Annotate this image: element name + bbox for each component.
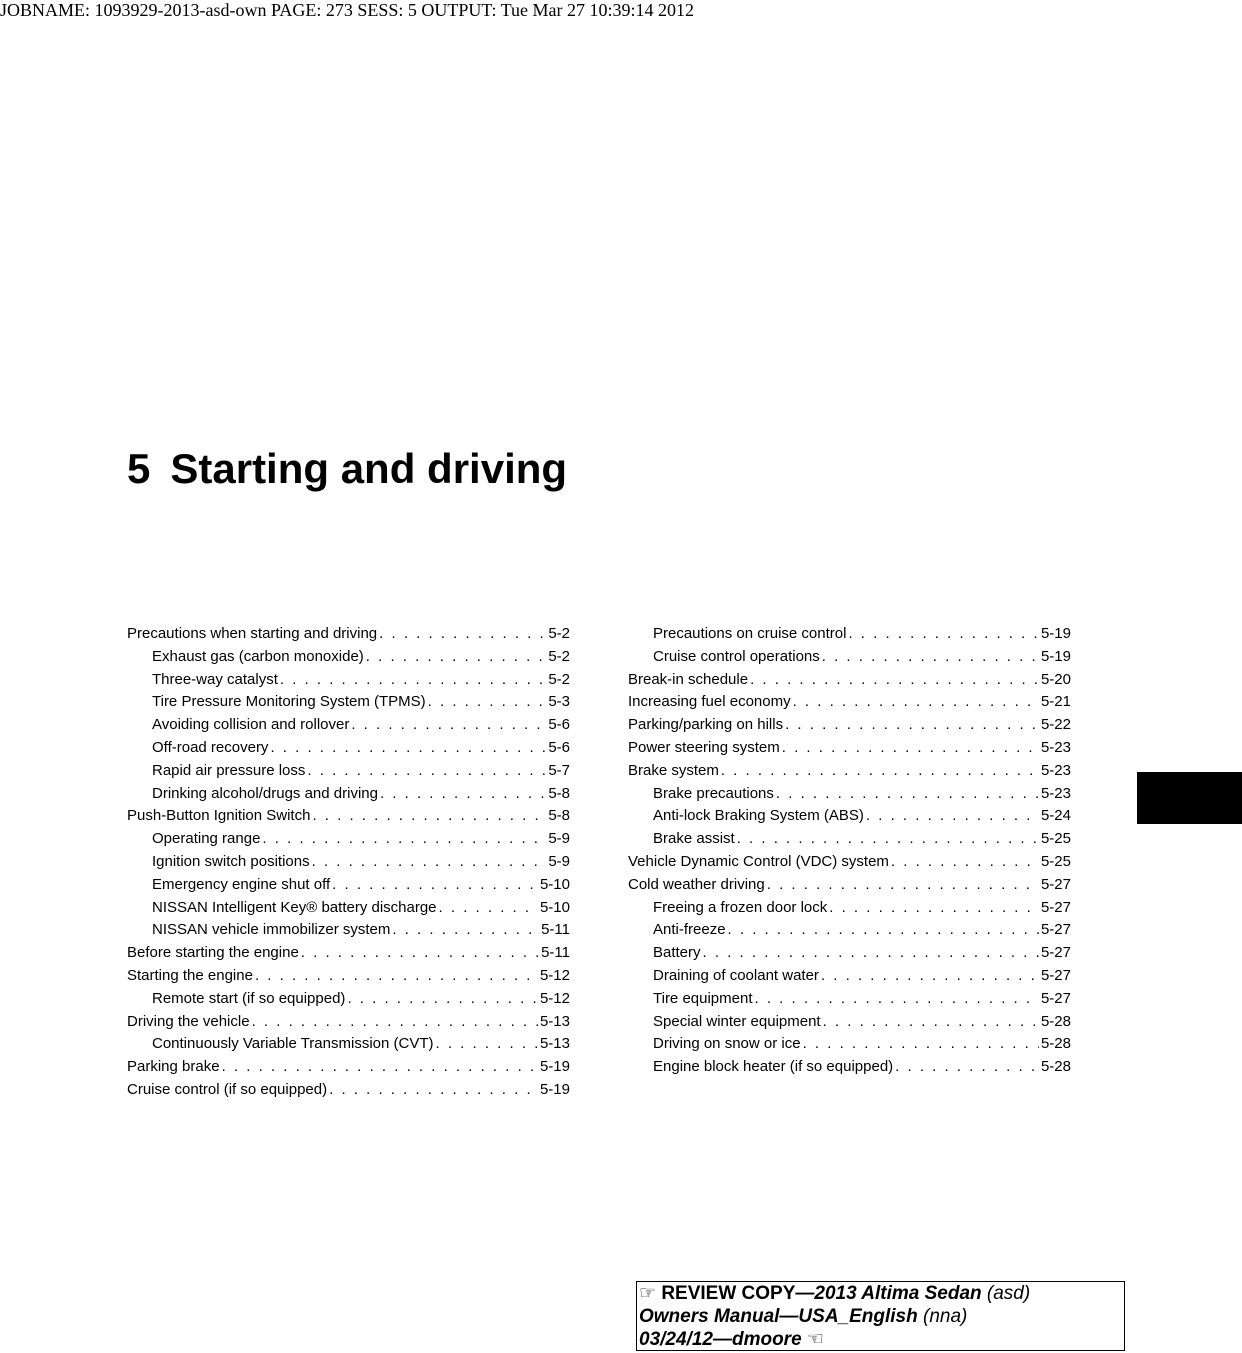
toc-entry[interactable] xyxy=(127,623,570,646)
toc-dot-leader xyxy=(280,669,546,692)
toc-dot-leader xyxy=(262,828,546,851)
toc-entry-label: Avoiding collision and rollover xyxy=(152,716,350,734)
toc-entry-label: Rapid air pressure loss xyxy=(152,761,306,779)
toc-entry-page: 5-28 xyxy=(1040,1058,1071,1076)
toc-entry-label: Engine block heater (if so equipped) xyxy=(653,1058,894,1076)
toc-entry-page: 5-27 xyxy=(1040,921,1071,939)
chapter-number: 5 xyxy=(127,445,151,492)
toc-dot-leader xyxy=(270,737,546,760)
review-copy-label: REVIEW COPY— xyxy=(661,1283,815,1304)
toc-dot-leader xyxy=(782,737,1039,760)
toc-dot-leader xyxy=(767,874,1039,897)
toc-entry-page: 5-28 xyxy=(1040,1012,1071,1030)
toc-entry-page: 5-23 xyxy=(1040,738,1071,756)
pointing-hand-right-icon: ☞ xyxy=(639,1283,657,1304)
toc-dot-leader xyxy=(332,874,538,897)
toc-entry[interactable] xyxy=(127,919,570,942)
toc-dot-leader xyxy=(866,805,1039,828)
chapter-title xyxy=(127,444,567,494)
toc-entry[interactable] xyxy=(127,714,570,737)
toc-dot-leader xyxy=(312,851,547,874)
toc-entry-page: 5-3 xyxy=(548,693,570,711)
toc-dot-leader xyxy=(252,1011,538,1034)
chapter-thumb-tab xyxy=(1137,772,1242,824)
toc-entry-label: Draining of coolant water xyxy=(653,966,819,984)
toc-dot-leader xyxy=(436,1033,538,1056)
toc-entry[interactable] xyxy=(628,1033,1071,1056)
toc-entry-label: Tire Pressure Monitoring System (TPMS) xyxy=(152,693,426,711)
toc-entry-page: 5-6 xyxy=(548,738,570,756)
toc-entry-label: Driving the vehicle xyxy=(127,1012,250,1030)
toc-entry[interactable] xyxy=(628,828,1071,851)
toc-dot-leader xyxy=(750,669,1039,692)
toc-entry-page: 5-19 xyxy=(1040,647,1071,665)
toc-entry-label: Precautions when starting and driving xyxy=(127,625,378,642)
toc-dot-leader xyxy=(793,691,1039,714)
toc-entry-label: Exhaust gas (carbon monoxide) xyxy=(152,647,364,665)
toc-entry-label: Parking brake xyxy=(127,1058,220,1076)
toc-dot-leader xyxy=(307,760,546,783)
toc-entry-label: Brake system xyxy=(628,761,719,779)
toc-entry-page: 5-23 xyxy=(1040,761,1071,779)
toc-entry-page: 5-13 xyxy=(539,1012,570,1030)
toc-entry-page: 5-27 xyxy=(1040,898,1071,916)
toc-entry[interactable] xyxy=(628,691,1071,714)
toc-entry-label: Increasing fuel economy xyxy=(628,693,791,711)
toc-dot-leader xyxy=(821,965,1039,988)
toc-entry-label: Anti-freeze xyxy=(653,921,726,939)
toc-entry-label: Brake precautions xyxy=(653,784,774,802)
toc-entry-label: Cruise control (if so equipped) xyxy=(127,1080,328,1098)
toc-entry-label: Push-Button Ignition Switch xyxy=(127,807,311,825)
toc-entry[interactable] xyxy=(127,1011,570,1034)
toc-dot-leader xyxy=(439,897,538,920)
toc-right-column xyxy=(628,623,1071,1079)
toc-dot-leader xyxy=(755,988,1039,1011)
toc-entry-page: 5-11 xyxy=(541,944,570,962)
toc-entry[interactable] xyxy=(628,805,1071,828)
toc-dot-leader xyxy=(312,805,546,828)
toc-entry-label: Anti-lock Braking System (ABS) xyxy=(653,807,864,825)
toc-entry[interactable] xyxy=(127,988,570,1011)
toc-entry[interactable] xyxy=(127,669,570,692)
toc-dot-leader xyxy=(737,828,1039,851)
toc-left-column xyxy=(127,623,570,1102)
toc-entry-page: 5-9 xyxy=(548,830,570,848)
toc-entry[interactable] xyxy=(628,851,1071,874)
toc-entry-page: 5-24 xyxy=(1040,807,1071,825)
toc-entry-label: NISSAN Intelligent Key® battery discharge xyxy=(152,898,437,916)
toc-entry-page: 5-25 xyxy=(1040,830,1071,848)
toc-entry[interactable] xyxy=(628,1056,1071,1079)
toc-entry[interactable] xyxy=(127,760,570,783)
toc-entry[interactable] xyxy=(628,737,1071,760)
toc-entry-label: Tire equipment xyxy=(653,989,753,1007)
toc-entry[interactable] xyxy=(628,897,1071,920)
toc-entry-page: 5-27 xyxy=(1040,989,1071,1007)
toc-dot-leader xyxy=(721,760,1039,783)
toc-entry-page: 5-27 xyxy=(1040,966,1071,984)
toc-dot-leader xyxy=(366,646,547,669)
toc-entry[interactable] xyxy=(628,714,1071,737)
toc-dot-leader xyxy=(891,851,1039,874)
toc-entry[interactable] xyxy=(628,965,1071,988)
toc-entry-page: 5-10 xyxy=(539,898,570,916)
toc-entry-label: Power steering system xyxy=(628,738,780,756)
review-date-author: 03/24/12—dmoore xyxy=(639,1329,802,1350)
toc-entry-page: 5-27 xyxy=(1040,875,1071,893)
toc-entry[interactable] xyxy=(628,1011,1071,1034)
toc-dot-leader xyxy=(823,1011,1039,1034)
toc-entry-label: Drinking alcohol/drugs and driving xyxy=(152,784,378,802)
toc-entry[interactable] xyxy=(127,1033,570,1056)
job-header: JOBNAME: 1093929-2013-asd-own PAGE: 273 SESS: 5 OUTPUT: Tue Mar 27 10:39:14 2012 xyxy=(0,0,694,20)
toc-dot-leader xyxy=(392,919,539,942)
toc-entry-page: 5-9 xyxy=(548,852,570,870)
review-line-2 xyxy=(639,1305,1122,1328)
toc-entry-page: 5-22 xyxy=(1040,716,1071,734)
toc-dot-leader xyxy=(703,942,1039,965)
toc-entry-page: 5-27 xyxy=(1040,944,1071,962)
toc-entry-label: Battery xyxy=(653,944,701,962)
toc-entry-label: Special winter equipment xyxy=(653,1012,821,1030)
toc-entry-page: 5-12 xyxy=(539,989,570,1007)
toc-entry[interactable] xyxy=(127,965,570,988)
toc-entry-label: Continuously Variable Transmission (CVT) xyxy=(152,1035,434,1053)
toc-entry-label: Cruise control operations xyxy=(653,647,820,665)
toc-entry[interactable] xyxy=(628,919,1071,942)
toc-entry[interactable] xyxy=(628,623,1071,646)
toc-entry-label: Freeing a frozen door lock xyxy=(653,898,828,916)
toc-entry-label: Break-in schedule xyxy=(628,670,749,688)
toc-entry-page: 5-19 xyxy=(1040,625,1071,642)
toc-entry-page: 5-13 xyxy=(539,1035,570,1053)
toc-entry-label: NISSAN vehicle immobilizer system xyxy=(152,921,391,939)
toc-entry-page: 5-8 xyxy=(548,784,570,802)
toc-entry[interactable] xyxy=(127,805,570,828)
toc-entry-label: Operating range xyxy=(152,830,261,848)
toc-entry-label: Ignition switch positions xyxy=(152,852,310,870)
toc-dot-leader xyxy=(776,783,1039,806)
toc-entry[interactable] xyxy=(628,942,1071,965)
toc-entry-page: 5-21 xyxy=(1040,693,1071,711)
toc-entry-page: 5-2 xyxy=(548,625,570,642)
toc-entry[interactable] xyxy=(127,737,570,760)
toc-entry-label: Precautions on cruise control xyxy=(653,625,847,642)
toc-dot-leader xyxy=(329,1079,538,1102)
toc-entry[interactable] xyxy=(628,988,1071,1011)
toc-entry[interactable] xyxy=(127,897,570,920)
toc-dot-leader xyxy=(803,1033,1039,1056)
toc-entry-page: 5-8 xyxy=(548,807,570,825)
toc-entry[interactable] xyxy=(127,1079,570,1102)
toc-entry[interactable] xyxy=(628,783,1071,806)
toc-entry-page: 5-19 xyxy=(539,1080,570,1098)
toc-dot-leader xyxy=(895,1056,1039,1079)
review-manual: Owners Manual—USA_English xyxy=(639,1306,918,1327)
review-copy-box xyxy=(636,1281,1125,1351)
toc-entry-label: Remote start (if so equipped) xyxy=(152,989,346,1007)
review-model: 2013 Altima Sedan xyxy=(814,1283,982,1304)
toc-dot-leader xyxy=(301,942,539,965)
toc-entry-page: 5-20 xyxy=(1040,670,1071,688)
toc-entry-page: 5-2 xyxy=(548,647,570,665)
toc-entry-label: Off-road recovery xyxy=(152,738,269,756)
toc-entry-label: Parking/parking on hills xyxy=(628,716,784,734)
toc-entry-label: Three-way catalyst xyxy=(152,670,278,688)
toc-entry-label: Before starting the engine xyxy=(127,944,299,962)
toc-dot-leader xyxy=(255,965,538,988)
toc-entry-label: Driving on snow or ice xyxy=(653,1035,801,1053)
review-model-code: (asd) xyxy=(981,1283,1031,1304)
toc-entry[interactable] xyxy=(628,669,1071,692)
toc-entry[interactable] xyxy=(628,874,1071,897)
toc-entry-page: 5-25 xyxy=(1040,852,1071,870)
toc-dot-leader xyxy=(347,988,538,1011)
toc-entry-page: 5-12 xyxy=(539,966,570,984)
toc-entry[interactable] xyxy=(127,1056,570,1079)
toc-dot-leader xyxy=(351,714,546,737)
toc-dot-leader xyxy=(785,714,1039,737)
toc-entry-page: 5-7 xyxy=(548,761,570,779)
toc-entry-page: 5-11 xyxy=(541,921,570,939)
toc-entry-page: 5-2 xyxy=(548,670,570,688)
toc-entry-label: Emergency engine shut off xyxy=(152,875,331,893)
review-manual-code: (nna) xyxy=(917,1306,968,1327)
toc-entry[interactable] xyxy=(127,691,570,714)
chapter-title-text: Starting and driving xyxy=(170,445,568,492)
toc-entry[interactable] xyxy=(127,942,570,965)
toc-entry-label: Starting the engine xyxy=(127,966,253,984)
toc-entry-label: Vehicle Dynamic Control (VDC) system xyxy=(628,852,889,870)
toc-entry-label: Brake assist xyxy=(653,830,735,848)
toc-dot-leader xyxy=(848,623,1039,646)
toc-entry-label: Cold weather driving xyxy=(628,875,765,893)
toc-dot-leader xyxy=(829,897,1039,920)
toc-entry[interactable] xyxy=(628,646,1071,669)
toc-dot-leader xyxy=(222,1056,538,1079)
pointing-hand-left-icon: ☜ xyxy=(806,1329,824,1350)
toc-entry-page: 5-19 xyxy=(539,1058,570,1076)
toc-entry[interactable] xyxy=(127,828,570,851)
toc-dot-leader xyxy=(379,623,546,646)
toc-dot-leader xyxy=(728,919,1039,942)
toc-dot-leader xyxy=(380,783,546,806)
toc-entry-page: 5-10 xyxy=(539,875,570,893)
review-line-3 xyxy=(639,1328,1122,1351)
toc-entry[interactable] xyxy=(628,760,1071,783)
toc-entry-page: 5-28 xyxy=(1040,1035,1071,1053)
toc-entry[interactable] xyxy=(127,851,570,874)
review-line-1 xyxy=(639,1282,1122,1305)
toc-dot-leader xyxy=(822,646,1039,669)
toc-dot-leader xyxy=(428,691,547,714)
toc-entry[interactable] xyxy=(127,646,570,669)
toc-entry[interactable] xyxy=(127,874,570,897)
toc-entry-page: 5-23 xyxy=(1040,784,1071,802)
toc-entry[interactable] xyxy=(127,783,570,806)
toc-entry-page: 5-6 xyxy=(548,716,570,734)
